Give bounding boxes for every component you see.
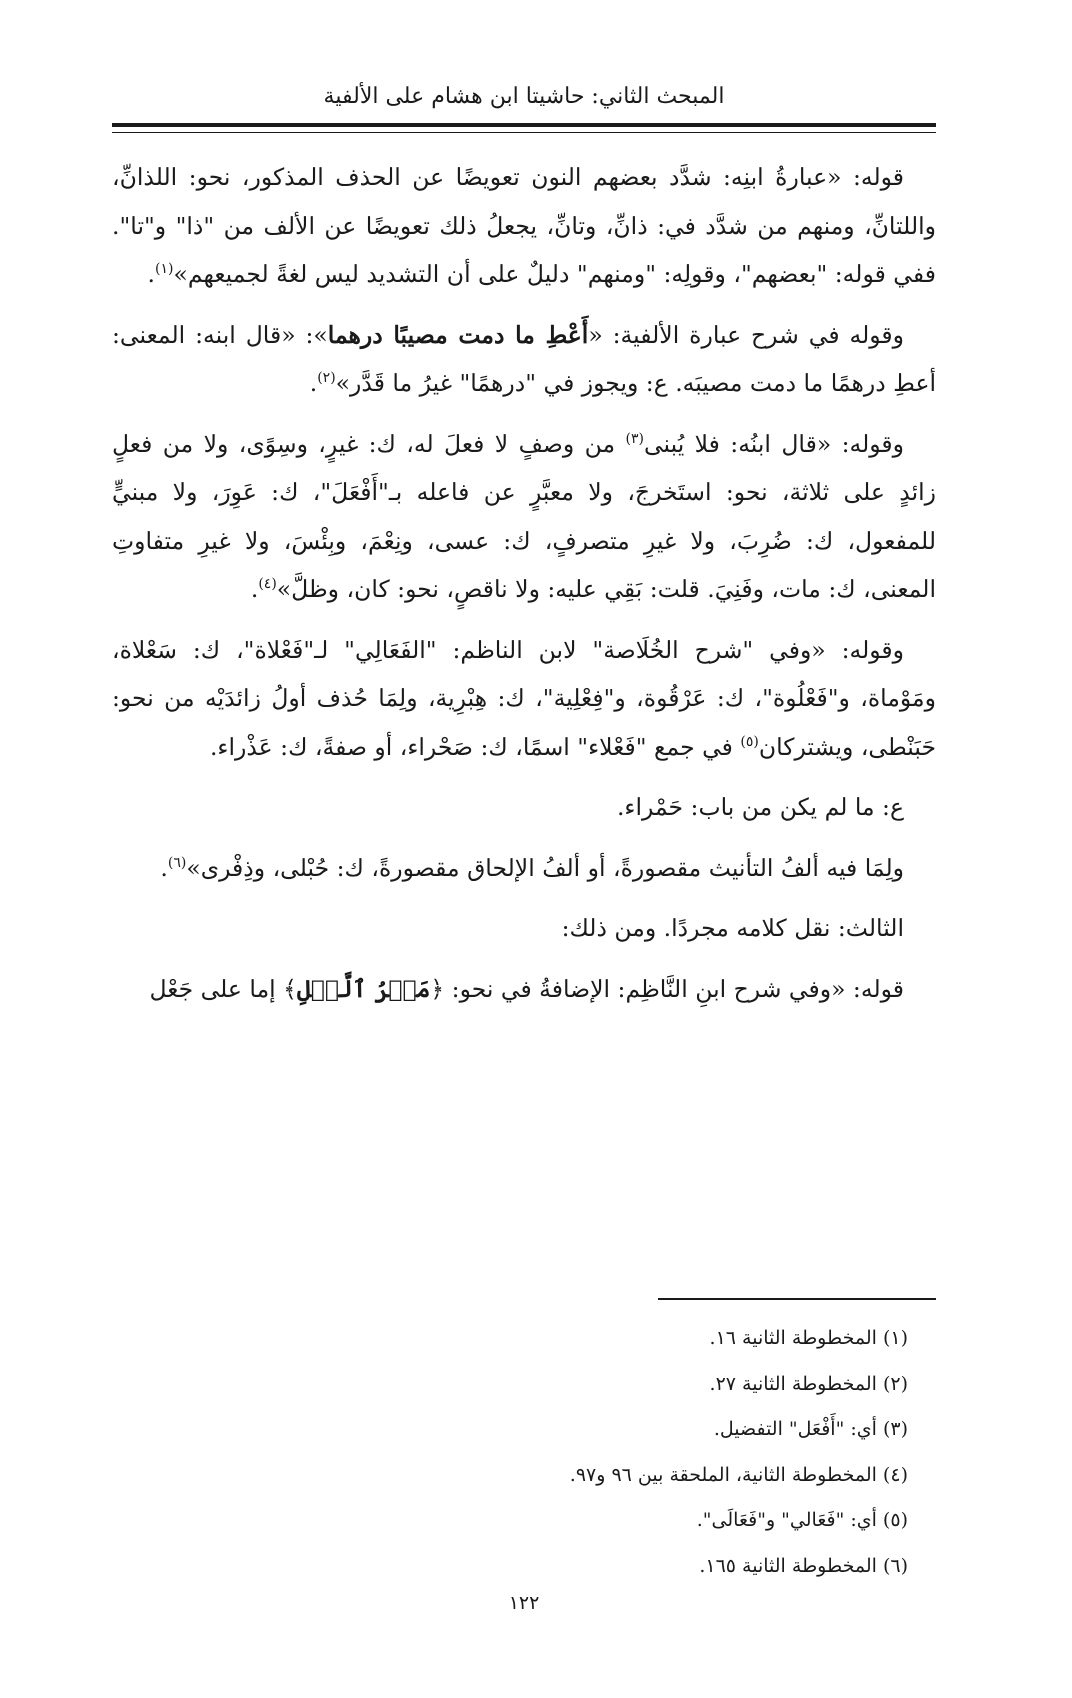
footnote-ref-4: (٤)	[258, 576, 277, 593]
footnote-1: (١) المخطوطة الثانية ١٦.	[709, 1327, 908, 1349]
book-page	[112, 0, 936, 1698]
paragraph-8-start: قوله: «وفي شرح ابنِ النَّاظِم: الإضافةُ في نحو: ﴿	[430, 974, 904, 1003]
footnote-5: (٥) أي: "فَعَالي" و"فَعَالَى".	[696, 1509, 908, 1531]
footnote-3: (٣) أي: "أَفْعَل" التفضيل.	[713, 1418, 908, 1440]
footnote-4: (٤) المخطوطة الثانية، الملحقة بين ٩٦ و٩٧.	[569, 1463, 908, 1486]
paragraph-6-end: .	[160, 853, 168, 882]
footnotes	[112, 1316, 936, 1589]
main-text	[112, 153, 936, 1025]
paragraph-3-start: وقوله: «قال ابنُه: فلا يُبنى	[643, 429, 904, 458]
paragraph-5-text: ع: ما لم يكن من باب: حَمْراء.	[616, 793, 904, 821]
paragraph-4-end: في جمع "فَعْلاء" اسمًا، ك: صَحْراء، أو صفةً، ك: عَذْراء.	[209, 732, 741, 761]
running-header: المبحث الثاني: حاشيتا ابن هشام على الألفية	[323, 84, 725, 109]
paragraph-4	[112, 626, 936, 772]
paragraph-3	[112, 420, 936, 614]
paragraph-8	[112, 965, 936, 1014]
quran-phrase: مَكۡرُ ٱلَّيۡلِ	[296, 974, 431, 1003]
paragraph-1	[112, 153, 936, 299]
paragraph-3-mid: من وصفٍ لا فعلَ له، ك: غيرٍ، وسِوًى، ولا من فعلٍ زائدٍ على ثلاثة، نحو: استَخرجَ، ولا معبَّرٍ عن فاعله بـ"أَفْعَلَ"، ك: عَوِرَ، ولا مبنيٍّ للمفعول، ك: ضُرِبَ، ولا غيرِ متصرفٍ، ك: عسى، ونِعْمَ، وبِئْسَ، ولا غيرِ متفاوتِ المعنى، ك: مات، وفَنِيَ. قلت: بَقِي عليه: ولا ناقصٍ، نحو: كان، وظلَّ»	[112, 429, 936, 603]
footnote-ref-2: (٢)	[317, 370, 336, 387]
paragraph-2-end: .	[309, 369, 318, 397]
paragraph-3-end: .	[250, 575, 259, 603]
paragraph-5	[112, 783, 936, 832]
footnote-2: (٢) المخطوطة الثانية ٢٧.	[709, 1372, 908, 1395]
paragraph-2-rest: »: «قال ابنه: المعنى: أعطِ درهمًا ما دمت مصيبَه. ع: ويجوز في "درهمًا" غيرُ ما قَدَّر»	[112, 320, 936, 397]
footnote-ref-3: (٣)	[625, 430, 644, 447]
page-number: ١٢٢	[508, 1592, 540, 1614]
paragraph-2	[112, 311, 936, 408]
paragraph-1-end: .	[147, 260, 155, 288]
paragraph-7-text: الثالث: نقل كلامه مجردًا. ومن ذلك:	[561, 914, 904, 942]
footnote-ref-1: (١)	[155, 261, 174, 278]
paragraph-6-text: ولِمَا فيه ألفُ التأنيث مقصورةً، أو ألفُ الإلحاق مقصورةً، ك: حُبْلى، وذِفْرى»	[186, 853, 904, 882]
paragraph-2-start: وقوله في شرح عبارة الألفية: «	[588, 320, 904, 349]
footnote-separator	[658, 1298, 936, 1300]
paragraph-4-start: وقوله: «وفي "شرح الخُلَاصة" لابن الناظم: "الفَعَالِي" لـ"فَعْلاة"، ك: سَعْلاة، ومَوْماة، و"فَعْلُوة"، ك: عَرْقُوة، و"فِعْلِية"، ك: هِبْرِية، ولِمَا حُذف أولُ زائدَيْه من نحو: حَبَنْطى، ويشتركان	[112, 635, 936, 761]
footnote-ref-6: (٦)	[167, 854, 187, 871]
header-rule-thin	[112, 132, 936, 133]
footnote-6: (٦) المخطوطة الثانية ١٦٥.	[699, 1554, 908, 1577]
paragraph-1-text: قوله: «عبارةُ ابنِه: شدَّد بعضهم النون تعويضًا عن الحذف المذكور، نحو: اللذانِّ، واللتانِّ، ومنهم من شدَّد في: ذانِّ، وتانِّ، يجعلُ ذلك تعويضًا عن الألف من "ذا" و"تا". ففي قوله: "بعضهم"، وقولِه: "ومنهم" دليلٌ على أن التشديد ليس لغةً لجميعهم»	[112, 163, 936, 288]
paragraph-8-end: ﴾ إما على جَعْل	[149, 974, 297, 1003]
paragraph-6	[112, 844, 936, 893]
paragraph-7	[112, 904, 936, 953]
header-rule-thick	[112, 123, 936, 127]
footnote-ref-5: (٥)	[740, 733, 759, 750]
alfiyya-quote: أَعْطِ ما دمت مصيبًا درهما	[327, 320, 589, 349]
